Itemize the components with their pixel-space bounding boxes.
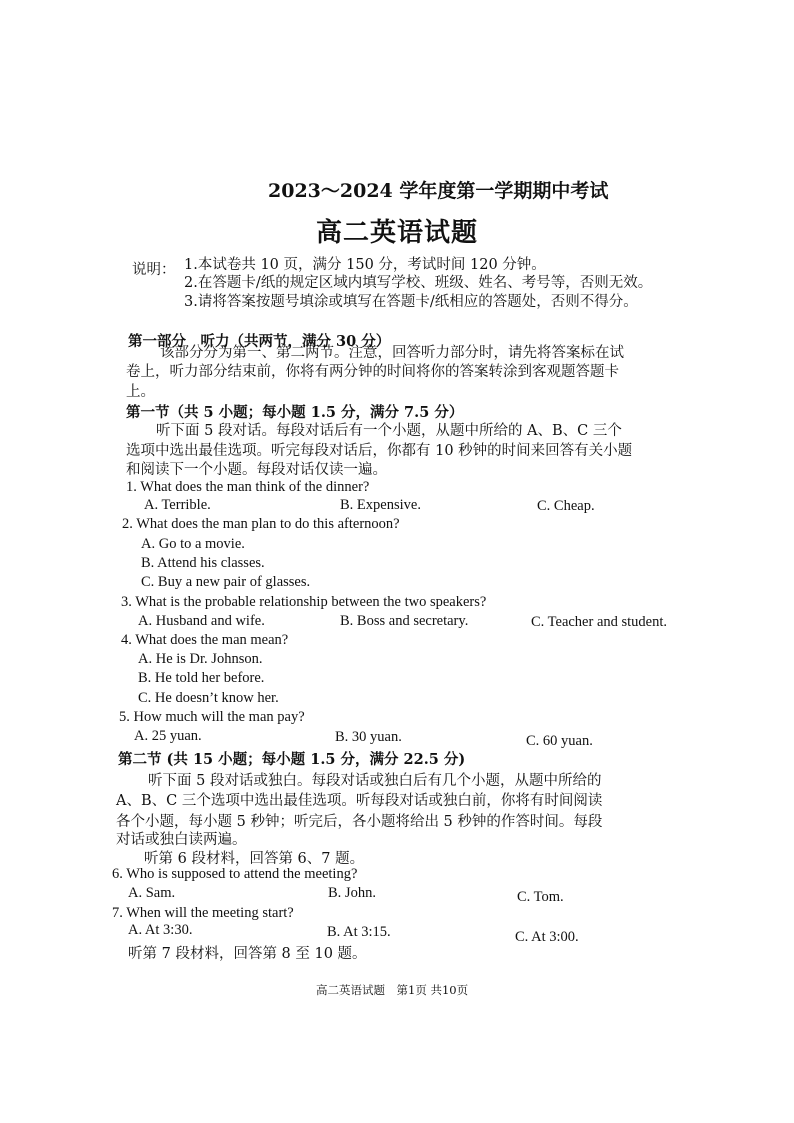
- instruction-3: 3.请将答案按题号填涂或填写在答题卡/纸相应的答题处，否则不得分。: [184, 294, 638, 310]
- part1-intro-line: 卷上，听力部分结束前，你将有两分钟的时间将你的答案转涂到客观题答题卡: [126, 364, 619, 380]
- material-instruction: 听第 6 段材料，回答第 6、7 题。: [144, 851, 365, 867]
- option: C. Cheap.: [537, 498, 595, 514]
- option: A. At 3:30.: [128, 922, 193, 938]
- instruction-1: 1.本试卷共 10 页，满分 150 分，考试时间 120 分钟。: [184, 257, 546, 273]
- option: A. Sam.: [128, 885, 176, 901]
- instructions-label: 说明：: [132, 262, 176, 278]
- question-text: 5. How much will the man pay?: [119, 709, 305, 725]
- page-footer: 高二英语试题 第1页 共10页: [316, 983, 469, 997]
- option: A. Go to a movie.: [141, 536, 245, 552]
- option: C. At 3:00.: [515, 929, 579, 945]
- subject-title: 高二英语试题: [316, 218, 479, 248]
- question-text: 1. What does the man think of the dinner?: [126, 479, 370, 495]
- option: C. 60 yuan.: [526, 733, 593, 749]
- exam-title: 2023～2024 学年度第一学期期中考试: [268, 180, 609, 202]
- option: B. He told her before.: [138, 670, 265, 686]
- option: B. Boss and secretary.: [340, 613, 469, 629]
- question-text: 4. What does the man mean?: [121, 632, 289, 648]
- section1-heading: 第一节（共 5 小题；每小题 1.5 分，满分 7.5 分）: [126, 404, 464, 421]
- question-text: 6. Who is supposed to attend the meeting?: [112, 866, 358, 882]
- material-instruction: 听第 7 段材料，回答第 8 至 10 题。: [128, 946, 367, 962]
- option: B. Attend his classes.: [141, 555, 265, 571]
- option: A. 25 yuan.: [134, 728, 202, 744]
- option: A. Terrible.: [144, 497, 211, 513]
- option: A. Husband and wife.: [138, 613, 265, 629]
- question-text: 3. What is the probable relationship between the two speakers?: [121, 594, 487, 610]
- option: C. Tom.: [517, 889, 564, 905]
- section2-intro-line: A、B、C 三个选项中选出最佳选项。听每段对话或独白前，你将有时间阅读: [116, 793, 603, 809]
- section1-intro-line: 和阅读下一个小题。每段对话仅读一遍。: [126, 462, 387, 478]
- section2-intro-line: 听下面 5 段对话或独白。每段对话或独白后有几个小题，从题中所给的: [148, 773, 602, 789]
- section2-intro-line: 对话或独白读两遍。: [116, 832, 247, 848]
- section1-intro-line: 选项中选出最佳选项。听完每段对话后，你都有 10 秒钟的时间来回答有关小题: [126, 443, 633, 459]
- section2-intro-line: 各个小题，每小题 5 秒钟；听完后，各小题将给出 5 秒钟的作答时间。每段: [116, 814, 603, 830]
- question-text: 2. What does the man plan to do this afternoon?: [122, 516, 400, 532]
- option: B. John.: [328, 885, 376, 901]
- option: A. He is Dr. Johnson.: [138, 651, 263, 667]
- option: B. At 3:15.: [327, 924, 391, 940]
- part1-heading: 第一部分 听力（共两节，满分 30 分）: [128, 333, 391, 350]
- option: B. 30 yuan.: [335, 729, 402, 745]
- option: C. He doesn’t know her.: [138, 690, 279, 706]
- option: C. Teacher and student.: [531, 614, 668, 630]
- option: C. Buy a new pair of glasses.: [141, 574, 311, 590]
- option: B. Expensive.: [340, 497, 421, 513]
- instruction-2: 2.在答题卡/纸的规定区域内填写学校、班级、姓名、考号等，否则无效。: [184, 275, 653, 291]
- section1-intro-line: 听下面 5 段对话。每段对话后有一个小题，从题中所给的 A、B、C 三个: [156, 423, 622, 439]
- section2-heading: 第二节 (共 15 小题；每小题 1.5 分，满分 22.5 分): [118, 751, 466, 768]
- question-text: 7. When will the meeting start?: [112, 905, 294, 921]
- part1-intro-line: 该部分分为第一、第二两节。注意，回答听力部分时，请先将答案标在试: [160, 345, 624, 361]
- part1-intro-line: 上。: [126, 384, 155, 400]
